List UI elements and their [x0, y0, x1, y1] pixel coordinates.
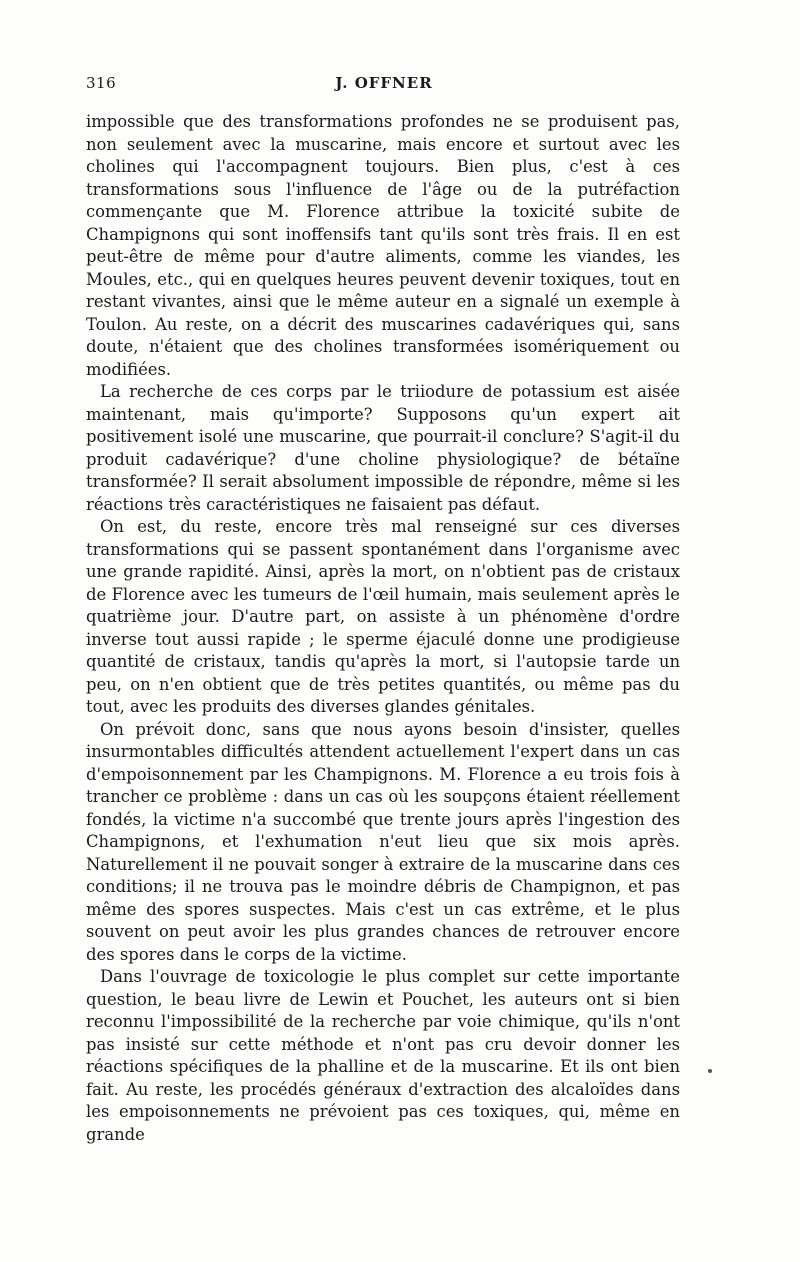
paragraph: La recherche de ces corps par le triiodure de potassium est aisée maintenant, mais qu'importe? Supposons qu'un expert ait positivement isolé une muscarine, que pourrait-il conclure? S'agit-il du produit cadavérique? d'une choline physiologique? de bétaïne transformée? Il serait absolument impossible de répondre, même si les réactions très caractéristiques ne faisaient pas défaut. — [86, 382, 680, 514]
body-text — [86, 111, 680, 1146]
paragraph: Dans l'ouvrage de toxicologie le plus complet sur cette importante question, le beau livre de Lewin et Pouchet, les auteurs ont si bien reconnu l'impossibilité de la recherche par voie chimique, qu'ils n'ont pas insisté sur cette méthode et n'ont pas cru devoir donner les réactions spécifiques de la phalline et de la muscarine. Et ils ont bien fait. Au reste, les procédés généraux d'extraction des alcaloïdes dans les empoisonnements ne prévoient pas ces toxiques, qui, même en grande — [86, 967, 680, 1144]
paragraph: On est, du reste, encore très mal renseigné sur ces diverses transformations qui se passent spontanément dans l'organisme avec une grande rapidité. Ainsi, après la mort, on n'obtient pas de cristaux de Florence avec les tumeurs de l'œil humain, mais seulement après le quatrième jour. D'autre part, on assiste à un phénomène d'ordre inverse tout aussi rapide ; le sperme éjaculé donne une prodigieuse quantité de cristaux, tandis qu'après la mort, si l'autopsie tarde un peu, on n'en obtient que de très petites quantités, ou même pas du tout, avec les produits des diverses glandes génitales. — [86, 517, 680, 716]
margin-dot — [708, 1069, 712, 1073]
running-head: J. OFFNER — [335, 74, 433, 92]
page-header — [86, 74, 682, 100]
paragraph: impossible que des transformations profondes ne se produisent pas, non seulement avec la muscarine, mais encore et surtout avec les cholines qui l'accompagnent toujours. Bien plus, c'est à ces transformations sous l'influence de l'âge ou de la putréfaction commençante que M. Florence attribue la toxicité subite de Champignons qui sont inoffensifs tant qu'ils sont très frais. Il en est peut-être de même pour d'autre aliments, comme les viandes, les Moules, etc., qui en quelques heures peuvent devenir toxiques, tout en restant vivantes, ainsi que le même auteur en a signalé un exemple à Toulon. Au reste, on a décrit des muscarines cadavériques qui, sans doute, n'étaient que des cholines transformées isomériquement ou modifiées. — [86, 112, 680, 379]
paragraph: On prévoit donc, sans que nous ayons besoin d'insister, quelles insurmontables difficultés attendent actuellement l'expert dans un cas d'empoisonnement par les Champignons. M. Florence a eu trois fois à trancher ce problème : dans un cas où les soupçons étaient réellement fondés, la victime n'a succombé que trente jours après l'ingestion des Champignons, et l'exhumation n'eut lieu que six mois après. Naturellement il ne pouvait songer à extraire de la muscarine dans ces conditions; il ne trouva pas le moindre débris de Champignon, et pas même des spores suspectes. Mais c'est un cas extrême, et le plus souvent on peut avoir les plus grandes chances de retrouver encore des spores dans le corps de la victime. — [86, 719, 680, 964]
page-number: 316 — [86, 74, 117, 92]
